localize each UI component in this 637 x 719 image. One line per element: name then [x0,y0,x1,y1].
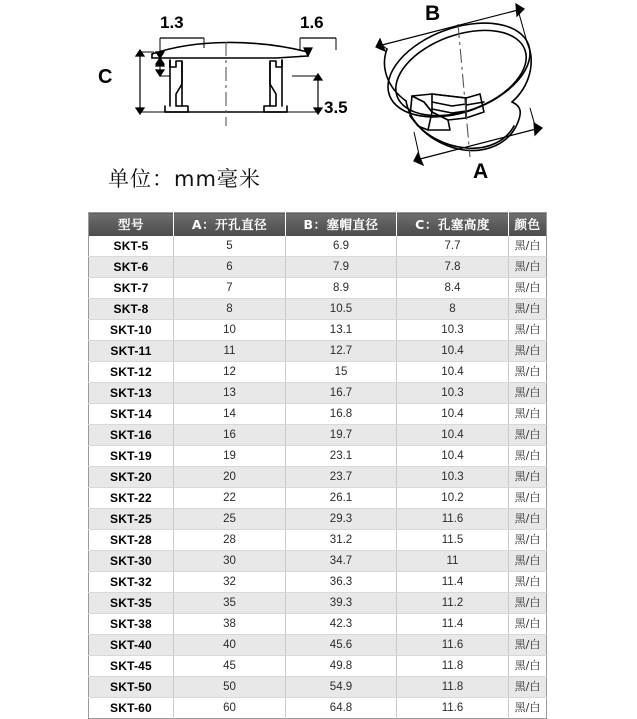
cell-color: 黑/白 [509,656,547,677]
cell-color: 黑/白 [509,509,547,530]
cell-cap-diameter: 13.1 [286,320,397,341]
table-row [89,446,547,467]
cell-cap-diameter: 34.7 [286,551,397,572]
cell-plug-height: 10.4 [397,362,509,383]
cell-color: 黑/白 [509,446,547,467]
cell-plug-height: 11.6 [397,698,509,719]
cell-model: SKT-30 [89,551,174,572]
column-header-c-plug-height: C：孔塞高度 [397,213,509,237]
cell-plug-height: 11.4 [397,614,509,635]
cell-cap-diameter: 39.3 [286,593,397,614]
cell-cap-diameter: 54.9 [286,677,397,698]
cell-hole-diameter: 40 [174,635,286,656]
cell-hole-diameter: 38 [174,614,286,635]
cell-color: 黑/白 [509,677,547,698]
cell-model: SKT-28 [89,530,174,551]
cell-hole-diameter: 13 [174,383,286,404]
cell-cap-diameter: 15 [286,362,397,383]
cell-hole-diameter: 7 [174,278,286,299]
cell-hole-diameter: 14 [174,404,286,425]
table-row [89,278,547,299]
table-row [89,551,547,572]
cell-model: SKT-7 [89,278,174,299]
table-row [89,425,547,446]
cell-plug-height: 8.4 [397,278,509,299]
cell-color: 黑/白 [509,278,547,299]
dimension-label-a: A [473,160,489,183]
table-row [89,299,547,320]
cell-cap-diameter: 23.7 [286,467,397,488]
unit-note: 单位：mm毫米 [108,167,261,191]
column-header-model: 型号 [89,213,174,237]
cell-hole-diameter: 32 [174,572,286,593]
table-row [89,383,547,404]
cell-color: 黑/白 [509,698,547,719]
cell-plug-height: 10.4 [397,425,509,446]
cell-model: SKT-35 [89,593,174,614]
cell-color: 黑/白 [509,383,547,404]
cell-color: 黑/白 [509,593,547,614]
cell-hole-diameter: 8 [174,299,286,320]
isometric-view [358,2,573,197]
cell-cap-diameter: 49.8 [286,656,397,677]
cell-model: SKT-13 [89,383,174,404]
table-row [89,488,547,509]
isometric-svg [358,2,573,197]
cell-color: 黑/白 [509,551,547,572]
cell-plug-height: 10.4 [397,446,509,467]
cell-hole-diameter: 35 [174,593,286,614]
cell-hole-diameter: 30 [174,551,286,572]
column-header-color: 颜色 [509,213,547,237]
cell-plug-height: 7.7 [397,236,509,257]
table-row [89,467,547,488]
cell-hole-diameter: 20 [174,467,286,488]
cell-model: SKT-32 [89,572,174,593]
cell-model: SKT-12 [89,362,174,383]
cell-model: SKT-8 [89,299,174,320]
table-header-row [89,213,547,237]
cell-cap-diameter: 26.1 [286,488,397,509]
cell-cap-diameter: 36.3 [286,572,397,593]
column-header-b-cap-diameter: B：塞帽直径 [286,213,397,237]
cell-plug-height: 11.8 [397,656,509,677]
cell-cap-diameter: 29.3 [286,509,397,530]
cell-cap-diameter: 7.9 [286,257,397,278]
dimension-label-c: C [98,66,113,88]
table-row [89,656,547,677]
table-body [89,236,547,719]
table-row [89,341,547,362]
cell-color: 黑/白 [509,572,547,593]
cell-model: SKT-5 [89,236,174,257]
table-row [89,404,547,425]
cell-color: 黑/白 [509,425,547,446]
cell-model: SKT-14 [89,404,174,425]
cell-plug-height: 11.8 [397,677,509,698]
table-row [89,572,547,593]
cell-color: 黑/白 [509,488,547,509]
table-row [89,320,547,341]
cell-cap-diameter: 45.6 [286,635,397,656]
cell-plug-height: 8 [397,299,509,320]
cell-model: SKT-22 [89,488,174,509]
table-row [89,362,547,383]
cell-cap-diameter: 6.9 [286,236,397,257]
table-row [89,635,547,656]
cell-cap-diameter: 8.9 [286,278,397,299]
cell-hole-diameter: 16 [174,425,286,446]
cell-model: SKT-16 [89,425,174,446]
cell-cap-diameter: 42.3 [286,614,397,635]
cell-plug-height: 10.4 [397,341,509,362]
cell-model: SKT-19 [89,446,174,467]
specification-table [88,212,547,719]
dimension-label-1-3: 1.3 [160,13,184,32]
cell-color: 黑/白 [509,236,547,257]
dimension-label-1-6: 1.6 [300,13,324,32]
cell-plug-height: 10.2 [397,488,509,509]
cell-model: SKT-60 [89,698,174,719]
cell-hole-diameter: 50 [174,677,286,698]
cell-hole-diameter: 6 [174,257,286,278]
cell-plug-height: 11.6 [397,509,509,530]
cell-model: SKT-20 [89,467,174,488]
table-row [89,236,547,257]
cross-section-view [96,8,356,158]
cell-model: SKT-38 [89,614,174,635]
cell-model: SKT-50 [89,677,174,698]
cell-plug-height: 11.5 [397,530,509,551]
cell-cap-diameter: 23.1 [286,446,397,467]
cell-color: 黑/白 [509,530,547,551]
cell-color: 黑/白 [509,467,547,488]
cell-cap-diameter: 31.2 [286,530,397,551]
cell-plug-height: 10.3 [397,467,509,488]
table-row [89,677,547,698]
cell-hole-diameter: 11 [174,341,286,362]
table-row [89,509,547,530]
cell-cap-diameter: 16.7 [286,383,397,404]
cell-hole-diameter: 45 [174,656,286,677]
cell-plug-height: 11.2 [397,593,509,614]
cell-plug-height: 11 [397,551,509,572]
cell-plug-height: 10.3 [397,320,509,341]
cell-model: SKT-11 [89,341,174,362]
table-row [89,698,547,719]
cell-color: 黑/白 [509,257,547,278]
cell-hole-diameter: 25 [174,509,286,530]
cell-model: SKT-40 [89,635,174,656]
cell-plug-height: 10.3 [397,383,509,404]
cell-hole-diameter: 5 [174,236,286,257]
cell-cap-diameter: 10.5 [286,299,397,320]
cell-cap-diameter: 16.8 [286,404,397,425]
cell-hole-diameter: 60 [174,698,286,719]
cell-plug-height: 11.6 [397,635,509,656]
cell-model: SKT-25 [89,509,174,530]
table-row [89,614,547,635]
cell-plug-height: 11.4 [397,572,509,593]
cell-color: 黑/白 [509,362,547,383]
cell-color: 黑/白 [509,635,547,656]
cell-cap-diameter: 19.7 [286,425,397,446]
cell-hole-diameter: 12 [174,362,286,383]
column-header-a-hole-diameter: A：开孔直径 [174,213,286,237]
cell-model: SKT-6 [89,257,174,278]
cell-cap-diameter: 64.8 [286,698,397,719]
cell-color: 黑/白 [509,614,547,635]
cell-hole-diameter: 22 [174,488,286,509]
specification-table-wrapper [88,212,546,719]
cell-color: 黑/白 [509,404,547,425]
table-header [89,213,547,237]
cell-color: 黑/白 [509,320,547,341]
cell-plug-height: 7.8 [397,257,509,278]
cell-cap-diameter: 12.7 [286,341,397,362]
cell-color: 黑/白 [509,299,547,320]
cell-model: SKT-45 [89,656,174,677]
cell-plug-height: 10.4 [397,404,509,425]
table-row [89,530,547,551]
cell-color: 黑/白 [509,341,547,362]
dimension-label-3-5: 3.5 [324,98,348,117]
technical-drawing-area [0,0,637,205]
dimension-label-b: B [425,2,441,25]
cell-hole-diameter: 19 [174,446,286,467]
table-row [89,593,547,614]
cell-hole-diameter: 10 [174,320,286,341]
cell-model: SKT-10 [89,320,174,341]
cell-hole-diameter: 28 [174,530,286,551]
table-row [89,257,547,278]
